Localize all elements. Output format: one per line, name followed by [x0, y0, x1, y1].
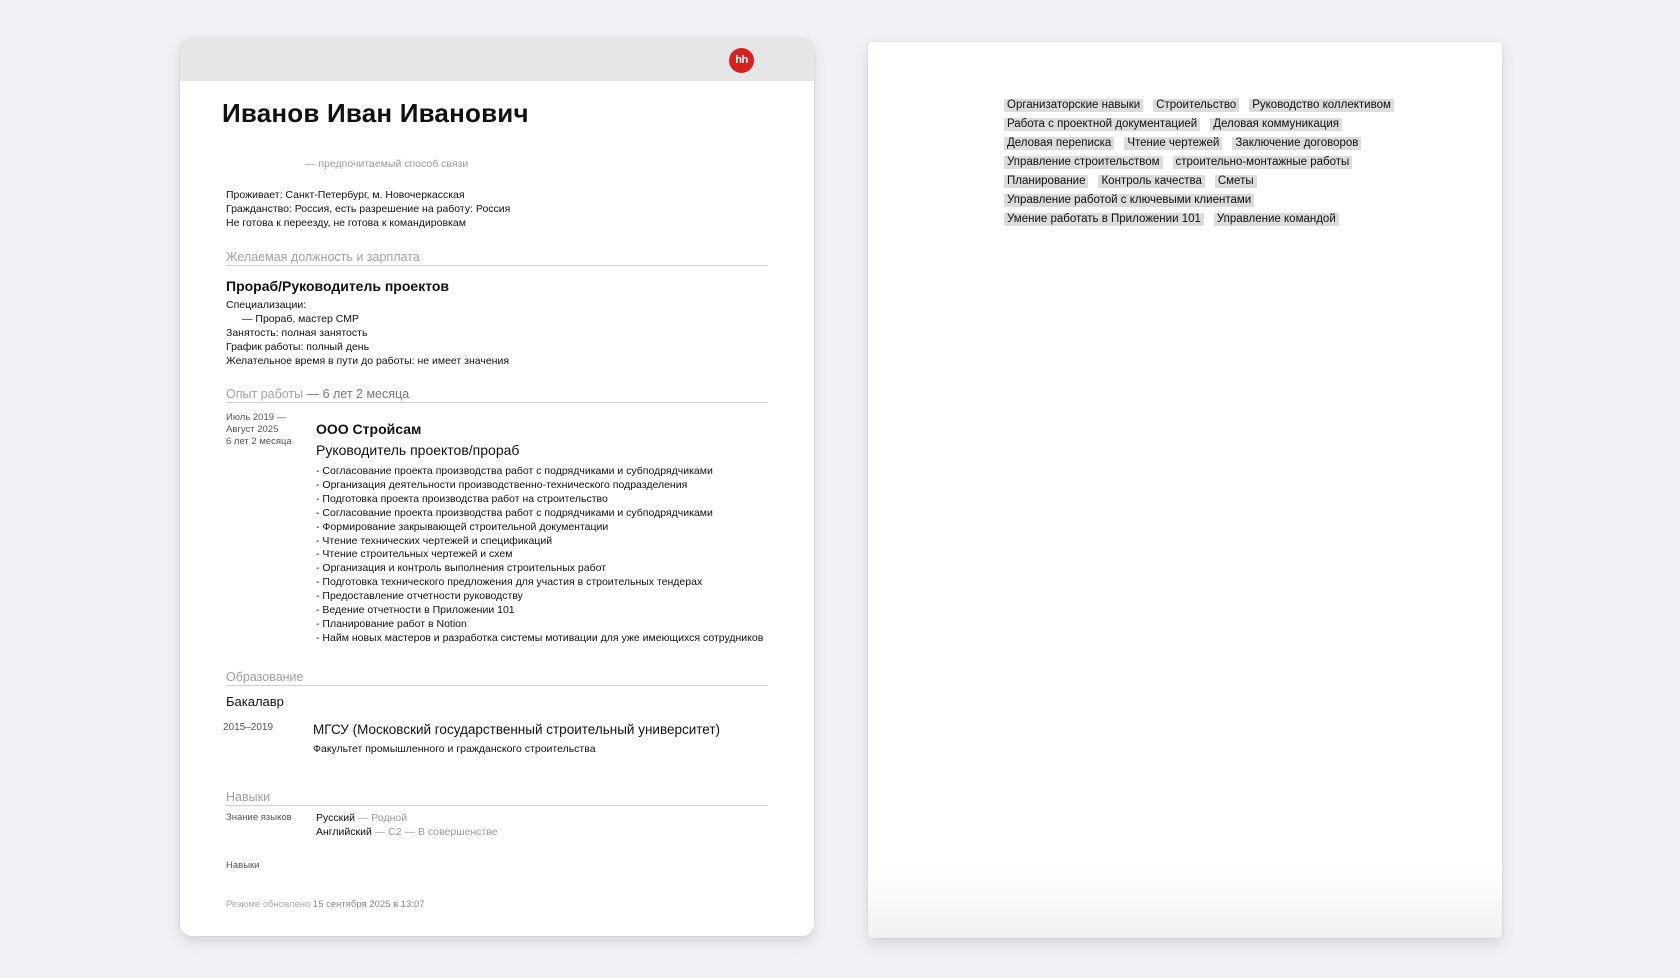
skill-tag: Управление работой с ключевыми клиентами [1004, 194, 1254, 207]
skill-tag: строительно-монтажные работы [1173, 156, 1353, 169]
education-institution: МГСУ (Московский государственный строительный университет) [313, 722, 721, 737]
period-end: Август 2025 [226, 424, 279, 435]
skill-row [1004, 133, 1424, 152]
languages-label: Знание языков [226, 812, 292, 823]
experience-title: Опыт работы [226, 387, 304, 401]
duties-list [316, 465, 763, 646]
schedule-line: График работы: полный день [226, 341, 370, 353]
education-level: Бакалавр [226, 694, 284, 709]
language-item [316, 811, 498, 825]
period-start: Июль 2019 — [226, 412, 287, 423]
skill-tag: Планирование [1004, 175, 1088, 188]
relocation-line: Не готова к переезду, не готова к командировкам [226, 217, 466, 229]
languages-list [316, 811, 498, 839]
skill-tag: Работа с проектной документацией [1004, 118, 1200, 131]
education-years: 2015–2019 [223, 722, 274, 733]
candidate-name: Иванов Иван Иванович [222, 98, 529, 128]
skill-row [1004, 209, 1424, 228]
duty-item: - Формирование закрывающей строительной документации [316, 520, 609, 533]
duty-item: - Чтение технических чертежей и спецификаций [316, 534, 553, 547]
employment-line: Занятость: полная занятость [226, 327, 368, 339]
skills-tags [1004, 95, 1424, 228]
duty-item: - Ведение отчетности в Приложении 101 [316, 604, 515, 617]
skill-row [1004, 190, 1424, 209]
skill-tag: Управление командой [1214, 213, 1339, 226]
language-level: — C2 — В совершенстве [374, 826, 498, 838]
skill-tag: Заключение договоров [1232, 137, 1361, 150]
page-header-bar [180, 38, 814, 81]
education-faculty: Факультет промышленного и гражданского строительства [313, 743, 596, 755]
duty-item: - Организация деятельности производственно-технического подразделения [316, 478, 688, 491]
duty-item: - Подготовка проекта производства работ на строительство [316, 492, 608, 505]
duty-item: - Предоставление отчетности руководству [316, 590, 523, 603]
experience-period [226, 412, 292, 448]
specializations-label: Специализации: [226, 299, 307, 311]
section-title-experience [226, 387, 768, 403]
hh-logo: hh [729, 48, 754, 73]
period-duration: 6 лет 2 месяца [226, 436, 292, 447]
citizenship-line: Гражданство: Россия, есть разрешение на работу: Россия [226, 203, 511, 215]
skill-tag: Деловая коммуникация [1210, 118, 1342, 131]
contact-preference-note: — предпочитаемый способ связи [305, 158, 469, 170]
residence-line: Проживает: Санкт-Петербург, м. Новочеркасская [226, 189, 465, 201]
company-name: ООО Стройсам [316, 421, 422, 437]
duty-item: - Согласование проекта производства работ с подрядчиками и субподрядчиками [316, 506, 713, 519]
skill-tag: Умение работать в Приложении 101 [1004, 213, 1204, 226]
skill-tag: Строительство [1153, 99, 1239, 112]
desired-position-block [226, 278, 509, 368]
duty-item: - Найм новых мастеров и разработка системы мотивации для уже имеющихся сотрудников [316, 631, 764, 644]
resume-page-2[interactable] [868, 42, 1502, 938]
resume-page-1[interactable] [180, 38, 814, 936]
skill-tag: Чтение чертежей [1124, 137, 1222, 150]
skill-row [1004, 152, 1424, 171]
skill-row [1004, 95, 1424, 114]
section-title-skills: Навыки [226, 790, 768, 806]
skill-row [1004, 114, 1424, 133]
updated-prefix: Резюме обновлено [226, 899, 311, 910]
language-name: Русский [316, 812, 355, 824]
updated-date: 15 сентября 2025 в 13:07 [312, 899, 425, 910]
commute-line: Желательное время в пути до работы: не имеет значения [226, 355, 510, 367]
duty-item: - Чтение строительных чертежей и схем [316, 548, 513, 561]
section-title-desired: Желаемая должность и зарплата [226, 250, 768, 266]
skill-tag: Деловая переписка [1004, 137, 1114, 150]
skill-tag: Управление строительством [1004, 156, 1163, 169]
duty-item: - Планирование работ в Notion [316, 617, 467, 630]
section-title-education: Образование [226, 670, 768, 686]
language-item [316, 825, 498, 839]
personal-info [226, 188, 510, 230]
resume-updated [226, 899, 425, 910]
duty-item: - Согласование проекта производства работ с подрядчиками и субподрядчиками [316, 465, 713, 477]
job-title: Руководитель проектов/прораб [316, 442, 520, 458]
skill-tag: Организаторские навыки [1004, 99, 1143, 112]
experience-total: — 6 лет 2 месяца [306, 387, 410, 401]
duty-item: - Организация и контроль выполнения строительных работ [316, 562, 607, 575]
skill-row [1004, 171, 1424, 190]
skill-tag: Контроль качества [1098, 175, 1204, 188]
language-level: — Родной [357, 812, 408, 824]
skill-tag: Сметы [1215, 175, 1257, 188]
skills-label: Навыки [226, 860, 260, 871]
language-name: Английский [316, 826, 372, 838]
specialization-item: — Прораб, мастер СМР [242, 313, 359, 325]
duty-item: - Подготовка технического предложения для участия в строительных тендерах [316, 576, 703, 589]
desired-position: Прораб/Руководитель проектов [226, 278, 450, 294]
skill-tag: Руководство коллективом [1249, 99, 1394, 112]
